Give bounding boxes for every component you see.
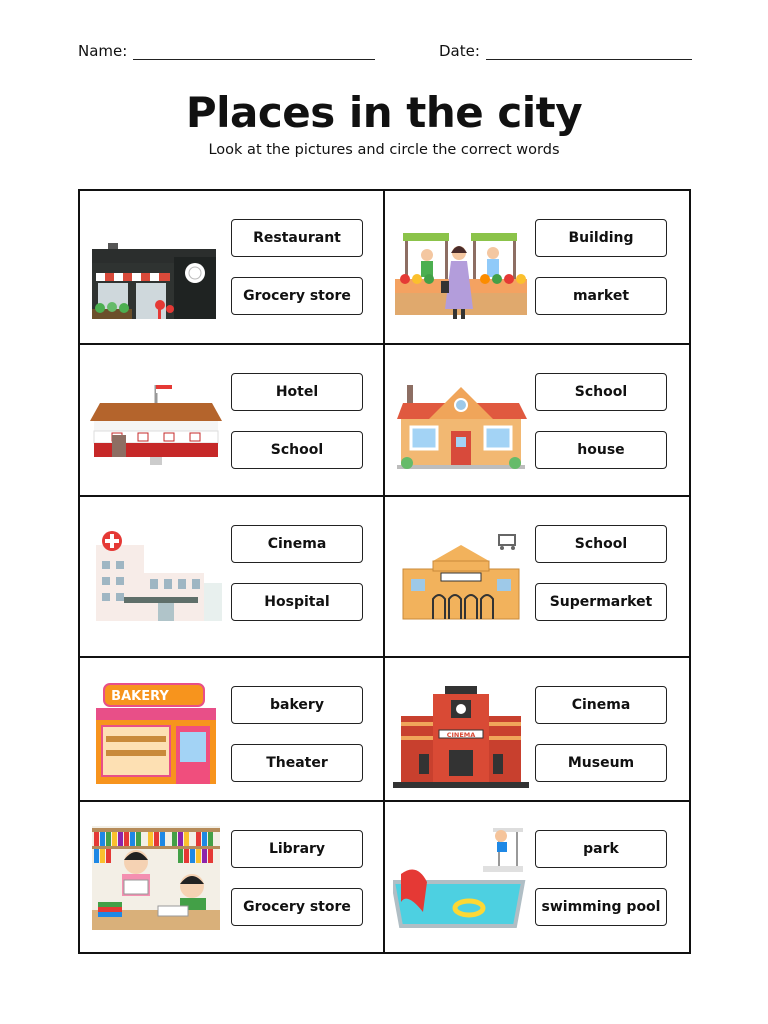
worksheet-item	[80, 345, 385, 497]
option-button[interactable]: Cinema	[231, 525, 363, 563]
option-button[interactable]: Supermarket	[535, 583, 667, 621]
option-button[interactable]: School	[231, 431, 363, 469]
option-button[interactable]: house	[535, 431, 667, 469]
worksheet-item	[80, 802, 385, 952]
worksheet-item	[80, 658, 385, 802]
swimming-pool-icon	[393, 822, 529, 934]
worksheet-item	[385, 497, 691, 658]
option-button[interactable]: Building	[535, 219, 667, 257]
option-button[interactable]: Grocery store	[231, 277, 363, 315]
market-icon	[393, 211, 529, 323]
hospital-icon	[88, 517, 224, 629]
worksheet-item	[385, 345, 691, 497]
bakery-sign-text: BAKERY	[111, 689, 169, 704]
instructions: Look at the pictures and circle the correct words	[208, 142, 560, 158]
date-line[interactable]	[486, 45, 692, 60]
worksheet-item	[80, 497, 385, 658]
name-field[interactable]	[78, 42, 375, 60]
bakery-icon	[88, 678, 224, 790]
option-button[interactable]: School	[535, 525, 667, 563]
option-button[interactable]: Museum	[535, 744, 667, 782]
page-title: Places in the city	[185, 88, 583, 137]
option-button[interactable]: Library	[231, 830, 363, 868]
worksheet-item	[80, 191, 385, 345]
worksheet-item	[385, 191, 691, 345]
worksheet-item	[385, 802, 691, 952]
option-button[interactable]: Hotel	[231, 373, 363, 411]
name-label: Name:	[78, 42, 128, 60]
option-button[interactable]: Hospital	[231, 583, 363, 621]
date-field[interactable]	[439, 42, 692, 60]
date-label: Date:	[439, 42, 480, 60]
worksheet-grid	[78, 189, 691, 954]
option-button[interactable]: Restaurant	[231, 219, 363, 257]
option-button[interactable]: park	[535, 830, 667, 868]
restaurant-icon	[88, 211, 224, 323]
supermarket-icon	[393, 517, 529, 629]
cinema-sign-text: CINEMA	[446, 731, 476, 739]
option-button[interactable]: swimming pool	[535, 888, 667, 926]
option-button[interactable]: Cinema	[535, 686, 667, 724]
option-button[interactable]: Grocery store	[231, 888, 363, 926]
option-button[interactable]: Theater	[231, 744, 363, 782]
option-button[interactable]: market	[535, 277, 667, 315]
option-button[interactable]: School	[535, 373, 667, 411]
option-button[interactable]: bakery	[231, 686, 363, 724]
school-icon	[88, 365, 224, 477]
library-icon	[88, 822, 224, 934]
name-line[interactable]	[133, 45, 375, 60]
cinema-icon	[393, 678, 529, 790]
worksheet-item	[385, 658, 691, 802]
house-icon	[393, 365, 529, 477]
